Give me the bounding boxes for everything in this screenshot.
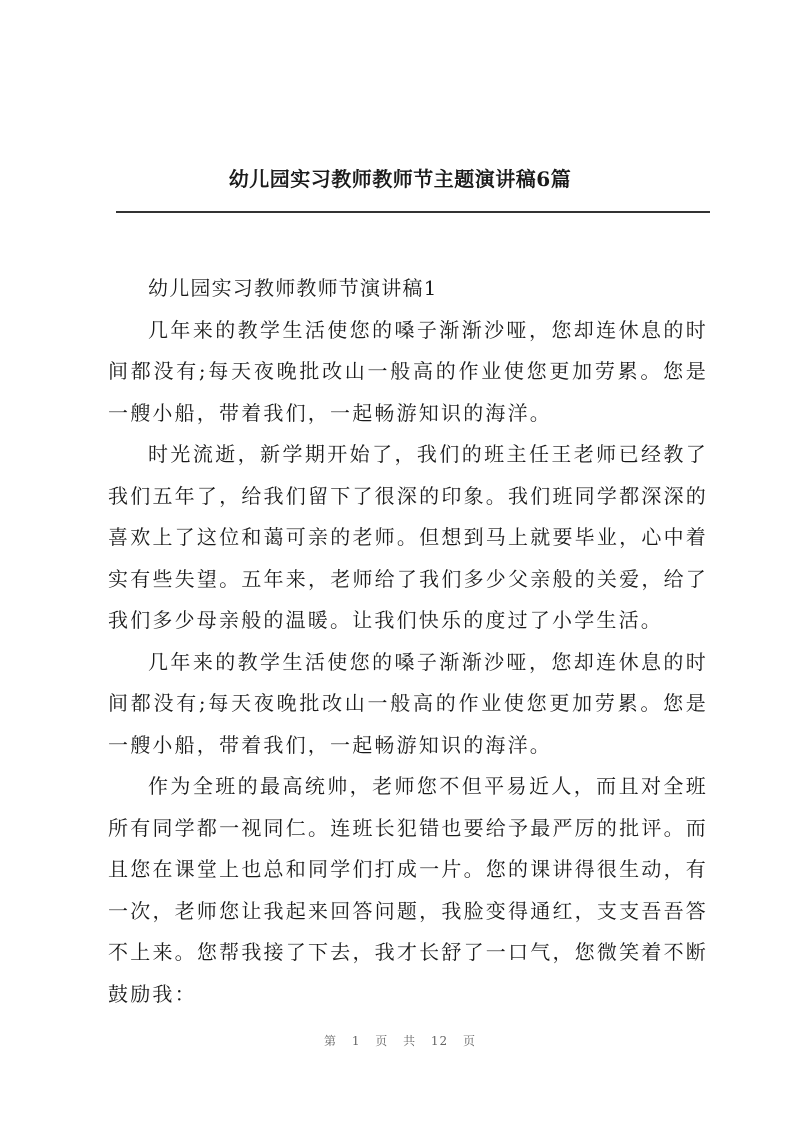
page-title: 幼儿园实习教师教师节主题演讲稿6篇 xyxy=(228,167,572,191)
document-body xyxy=(108,268,708,1015)
paragraph: 时光流逝，新学期开始了，我们的班主任王老师已经教了我们五年了，给我们留下了很深的印象。我们班同学都深深的喜欢上了这位和蔼可亲的老师。但想到马上就要毕业，心中着实有些失望。五年来，老师给了我们多少父亲般的关爱，给了我们多少母亲般的温暖。让我们快乐的度过了小学生活。 xyxy=(108,442,708,632)
title-divider xyxy=(116,211,710,213)
paragraph: 几年来的教学生活使您的嗓子渐渐沙哑，您却连休息的时间都没有;每天夜晚批改山一般高的作业使您更加劳累。您是一艘小船，带着我们，一起畅游知识的海洋。 xyxy=(108,317,708,425)
section-heading: 幼儿园实习教师教师节演讲稿1 xyxy=(148,276,438,300)
page-number-footer: 第 1 页 共 12 页 xyxy=(324,1034,476,1048)
paragraph: 几年来的教学生活使您的嗓子渐渐沙哑，您却连休息的时间都没有;每天夜晚批改山一般高的作业使您更加劳累。您是一艘小船，带着我们，一起畅游知识的海洋。 xyxy=(108,649,708,757)
paragraph: 作为全班的最高统帅，老师您不但平易近人，而且对全班所有同学都一视同仁。连班长犯错也要给予最严厉的批评。而且您在课堂上也总和同学们打成一片。您的课讲得很生动，有一次，老师您让我起来回答问题，我脸变得通红，支支吾吾答不上来。您帮我接了下去，我才长舒了一口气，您微笑着不断鼓励我： xyxy=(108,774,708,1006)
